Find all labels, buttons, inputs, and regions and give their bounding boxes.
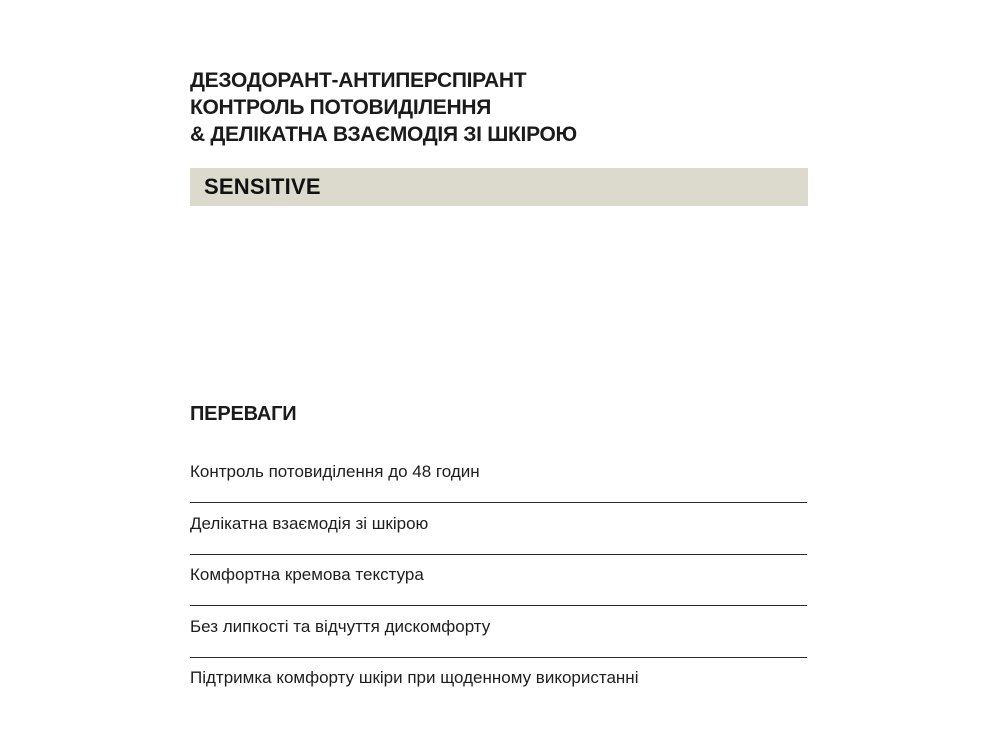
benefit-text: Контроль потовиділення до 48 годин <box>190 462 480 481</box>
benefit-text: Без липкості та відчуття дискомфорту <box>190 616 491 636</box>
variant-banner <box>190 168 808 206</box>
benefit-item <box>190 659 807 709</box>
benefits-list <box>190 453 807 711</box>
product-title-line-3: & ДЕЛІКАТНА ВЗАЄМОДІЯ ЗІ ШКІРОЮ <box>190 123 577 146</box>
product-title-line-1: ДЕЗОДОРАНТ-АНТИПЕРСПІРАНТ <box>190 69 527 92</box>
benefit-text: Комфортна кремова текстура <box>190 565 424 584</box>
benefit-text: Підтримка комфорту шкіри при щоденному використанні <box>190 668 639 687</box>
variant-label: SENSITIVE <box>204 174 321 199</box>
benefit-item <box>190 556 807 606</box>
benefit-item <box>190 608 807 658</box>
benefit-text: Делікатна взаємодія зі шкірою <box>190 513 429 533</box>
benefit-item <box>190 505 807 555</box>
benefit-item <box>190 453 807 503</box>
product-title <box>190 67 810 148</box>
benefits-heading: ПЕРЕВАГИ <box>190 403 297 425</box>
product-title-line-2: КОНТРОЛЬ ПОТОВИДІЛЕННЯ <box>190 96 492 119</box>
